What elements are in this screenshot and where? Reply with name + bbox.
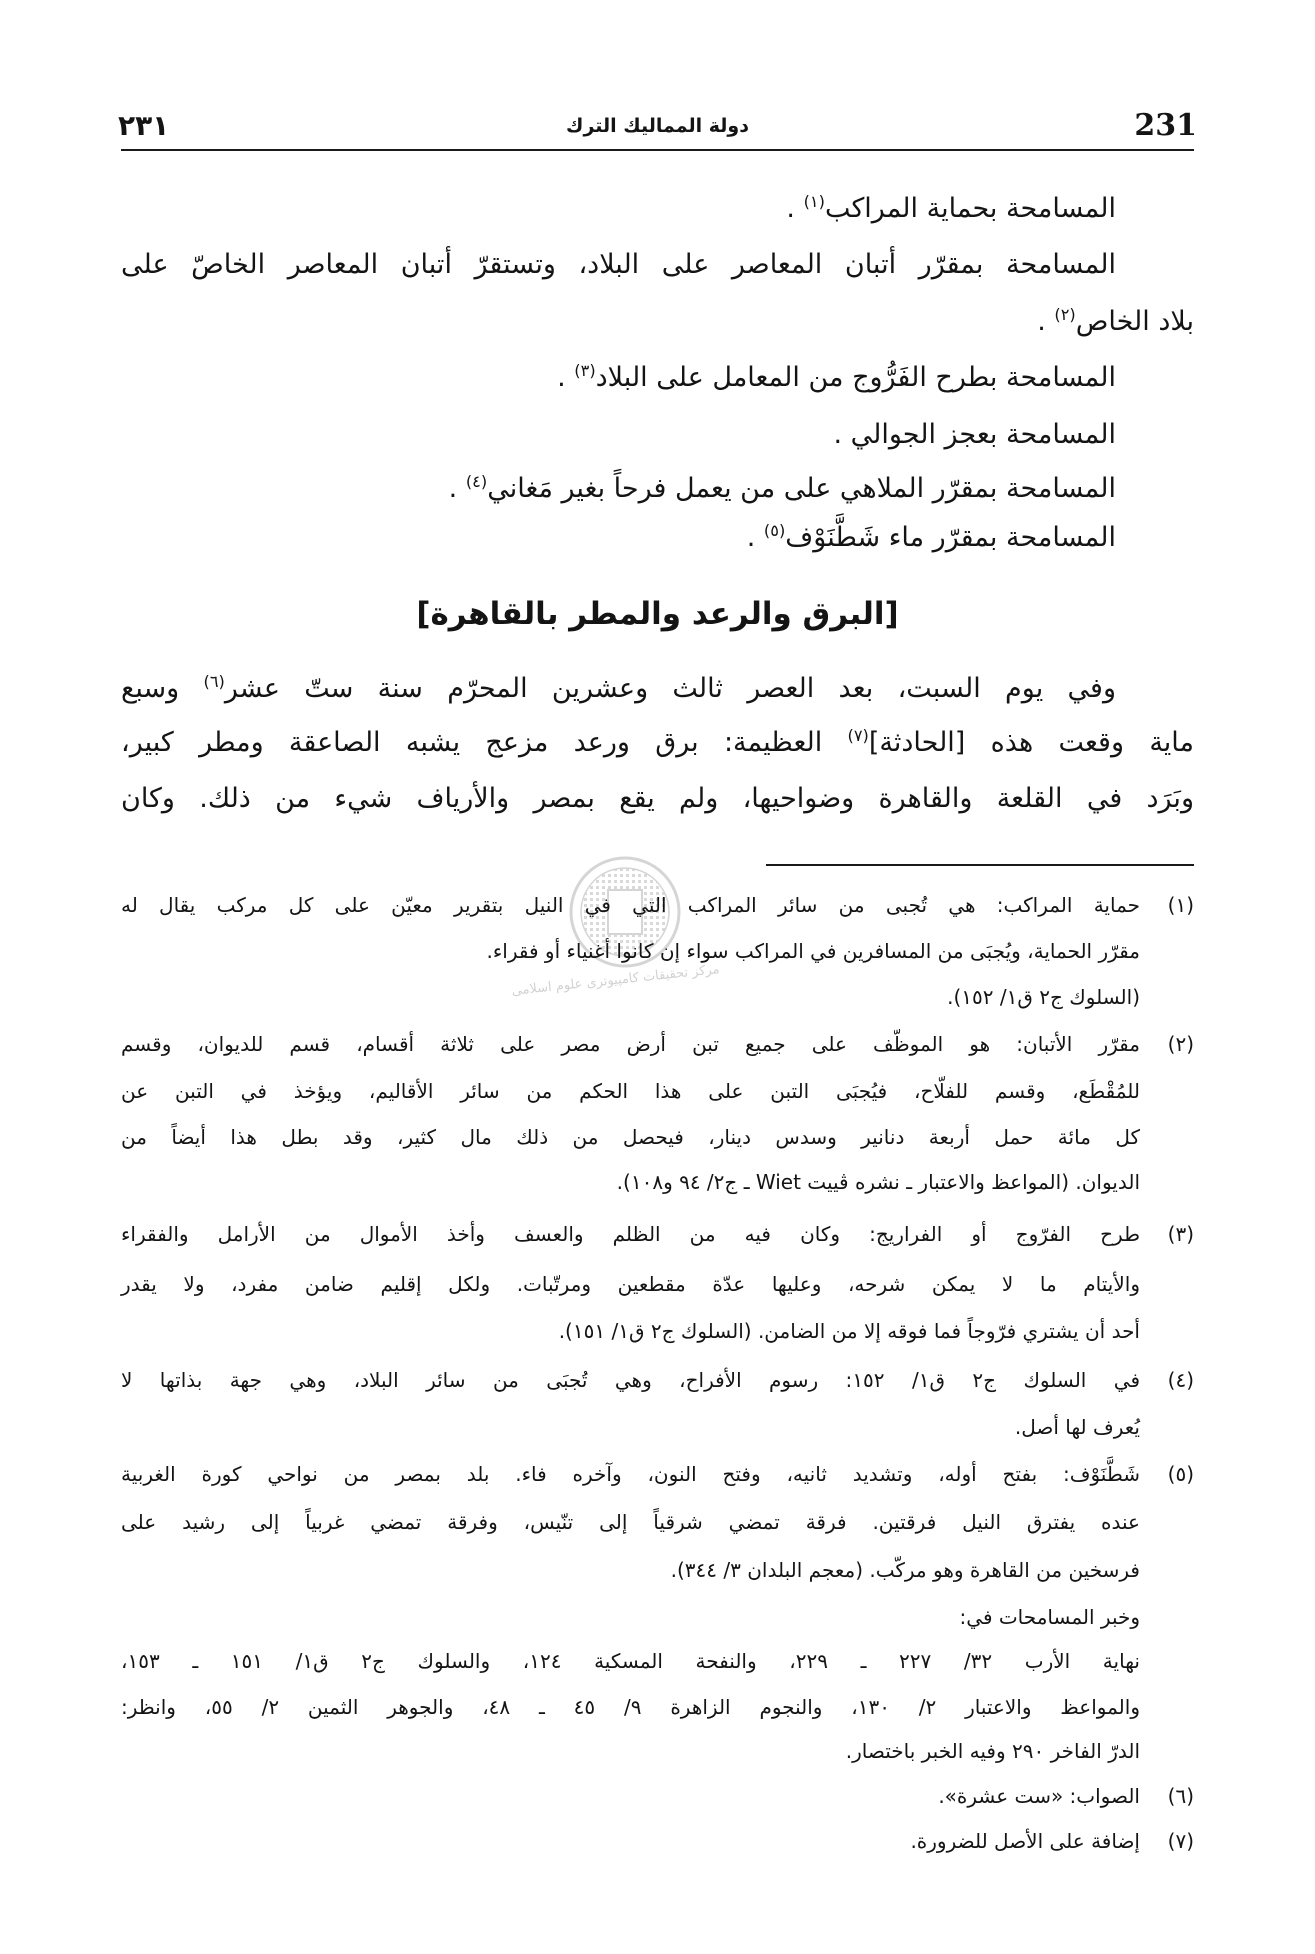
footnote-line: الصواب: «ست عشرة». (938, 1784, 1140, 1808)
footnote-marker: (٦) (203, 672, 225, 691)
footnote-line: فرسخين من القاهرة وهو مركّب. (معجم البلدان ٣/ ٣٤٤). (670, 1558, 1140, 1582)
footnote-line: طرح الفرّوج أو الفراريج: وكان فيه من الظلم والعسف وأخذ الأموال من الأرامل والفقراء (121, 1222, 1140, 1246)
footnote-line: أحد أن يشتري فرّوجاً فما فوقه إلا من الضامن. (السلوك ج٢ ق١/ ١٥١). (558, 1319, 1140, 1343)
footnote-marker: (١) (803, 192, 825, 211)
footnote-number: (١) (1167, 893, 1194, 917)
footnote-line: والمواعظ والاعتبار ٢/ ١٣٠، والنجوم الزاهرة ٩/ ٤٥ ـ ٤٨، والجوهر الثمين ٢/ ٥٥، وانظر: (121, 1695, 1140, 1719)
footnote-line: وخبر المسامحات في: (959, 1605, 1140, 1629)
paragraph-line: وفي يوم السبت، بعد العصر ثالث وعشرين المحرّم سنة ستّ عشر$^{(٦)}$ وسبع (121, 672, 1116, 704)
footnote-number: (٧) (1167, 1829, 1194, 1853)
footnote-line: الديوان. (المواعظ والاعتبار ـ نشره ڤييت Wiet ـ ج٢/ ٩٤ و١٠٨). (616, 1170, 1140, 1194)
footnote-number: (٥) (1167, 1462, 1194, 1486)
footnote-line: (السلوك ج٢ ق١/ ١٥٢). (947, 985, 1140, 1009)
footnote-marker: (٤) (465, 472, 488, 491)
footnote-number: (٦) (1167, 1784, 1194, 1808)
header-rule (121, 149, 1194, 151)
footnote-marker: (٢) (1054, 305, 1076, 324)
footnote-line: والأيتام ما لا يمكن شرحه، وعليها عدّة مقطعين ومرتّبات. ولكل إقليم ضامن مفرد، ولا يقدر (121, 1272, 1140, 1296)
paragraph-line: وبَرَد في القلعة والقاهرة وضواحيها، ولم يقع بمصر والأرياف شيء من ذلك. وكان (121, 783, 1194, 814)
footnote-number: (٣) (1167, 1222, 1194, 1246)
page-number-arabic: ٢٣١ (118, 109, 170, 142)
footnote-marker: (٥) (763, 521, 786, 540)
footnote-line: كل مائة حمل أربعة دنانير وسدس دينار، فيحصل من ذلك مال كثير، وقد بطل هذا أيضاً من (121, 1125, 1140, 1149)
footnote-line: حماية المراكب: هي تُجبى من سائر المراكب التي في النيل بتقرير معيّن على كل مركب يقال له (121, 893, 1140, 917)
footnote-separator (766, 864, 1194, 866)
footnote-line: للمُقْطَع، وقسم للفلّاح، فيُجبَى التبن على هذا الحكم من سائر الأقاليم، ويؤخذ في التبن عن (121, 1079, 1140, 1103)
footnote-number: (٢) (1167, 1032, 1194, 1056)
page-number-latin: 231 (1134, 108, 1197, 143)
main-text-line: بلاد الخاص$^{(٢)}$ . (1037, 305, 1194, 337)
footnote-marker: (٣) (574, 361, 596, 380)
footnote-line: في السلوك ج٢ ق١/ ١٥٢: رسوم الأفراح، وهي تُجبَى من سائر البلاد، وهي جهة بذاتها لا (121, 1368, 1141, 1392)
footnote-line: مقرّر الحماية، ويُجبَى من المسافرين في المراكب سواء إن كانوا أغنياء أو فقراء. (486, 939, 1140, 963)
watermark-text: مرکز تحقیقات کامپیوتری علوم اسلامی (510, 962, 721, 999)
footnote-line: يُعرف لها أصل. (1014, 1415, 1140, 1439)
footnote-line: الدرّ الفاخر ٢٩٠ وفيه الخبر باختصار. (845, 1739, 1140, 1763)
main-text-line: المسامحة بمقرّر الملاهي على من يعمل فرحاً بغير مَغاني$^{(٤)}$ . (448, 472, 1116, 504)
footnote-number: (٤) (1167, 1368, 1194, 1392)
main-text-line: المسامحة بمقرّر ماء شَطَّنَوْف$^{(٥)}$ . (746, 521, 1116, 553)
footnote-line: نهاية الأرب ٣٢/ ٢٢٧ ـ ٢٢٩، والنفحة المسكية ١٢٤، والسلوك ج٢ ق١/ ١٥١ ـ ١٥٣، (121, 1649, 1140, 1673)
footnote-marker: (٧) (847, 726, 869, 745)
footnote-line: عنده يفترق النيل فرقتين. فرقة تمضي شرقياً إلى تنّيس، وفرقة تمضي غربياً إلى رشيد على (121, 1510, 1140, 1534)
footnote-line: إضافة على الأصل للضرورة. (910, 1829, 1140, 1853)
main-text-line: المسامحة بطرح الفَرُّوج من المعامل على البلاد$^{(٣)}$ . (557, 361, 1116, 393)
main-text-line: المسامحة بحماية المراكب$^{(١)}$ . (786, 192, 1116, 224)
section-heading: [البرق والرعد والمطر بالقاهرة] (416, 596, 899, 632)
main-text-line: المسامحة بعجز الجوالي . (833, 419, 1116, 450)
paragraph-line: ماية وقعت هذه [الحادثة]$^{(٧)}$ العظيمة: برق ورعد مزعج يشبه الصاعقة ومطر كبير، (121, 726, 1195, 758)
main-text-line: المسامحة بمقرّر أتبان المعاصر على البلاد، وتستقرّ أتبان المعاصر الخاصّ على (121, 249, 1116, 280)
running-title: دولة المماليك الترك (566, 115, 749, 137)
footnote-line: مقرّر الأتبان: هو الموظّف على جميع تبن أرض مصر على ثلاثة أقسام، قسم للديوان، وقسم (121, 1032, 1140, 1056)
footnote-line: شَطَّنَوْف: بفتح أوله، وتشديد ثانيه، وفتح النون، وآخره فاء. بلد بمصر من نواحي كورة الغربية (121, 1462, 1140, 1486)
